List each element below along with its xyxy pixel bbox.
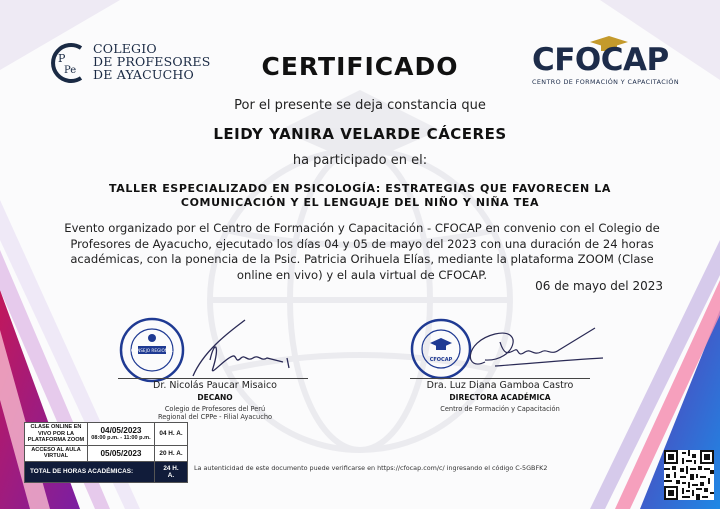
participated-text: ha participado en el: [292,153,428,168]
issue-date: 06 de mayo del 2023 [535,279,663,293]
course-title-line-1: TALLER ESPECIALIZADO EN PSICOLOGÍA: ESTRATEGIAS QUE FAVORECEN LA [109,182,611,195]
signature-2-line [410,378,590,379]
signatory-2-name: Dra. Luz Diana Gamboa Castro [426,380,574,391]
svg-text:Pe: Pe [64,65,77,76]
row-1-time: 08:00 p.m. - 11:00 p.m. [91,435,151,442]
course-title-line-2: COMUNICACIÓN Y EL LENGUAJE DEL NIÑO Y NIÑA TEA [180,196,540,209]
table-row [25,445,188,461]
signatory-2-org-line-1: Centro de Formación y Capacitación [440,405,560,413]
row-2-date: 05/05/2023 [100,448,142,458]
row-1-date: 04/05/2023 [100,426,142,436]
signatory-1-org-line-2: Regional del CPPe - Filial Ayacucho [157,413,273,421]
cppe-name-line-1: COLEGIO [93,41,157,56]
total-label: TOTAL DE HORAS ACADÉMICAS: [25,461,155,482]
total-hours: 24 H. A. [155,461,188,482]
course-title [0,182,720,210]
row-2-hours: 20 H. A. [155,445,188,461]
signature-2-scribble [455,322,605,378]
signatory-1-org [115,405,315,421]
signature-1-scribble [175,318,305,380]
row-2-date-cell [88,445,155,461]
signatory-2-role: DIRECTORA ACADÉMICA [449,393,551,402]
recipient-name: LEIDY YANIRA VELARDE CÁCERES [213,125,507,143]
cfocap-brand: CFOCAP [532,42,669,78]
certificate-title: CERTIFICADO [261,52,459,81]
signature-2 [400,380,600,413]
signature-1-line [118,378,308,379]
signatory-1-role: DECANO [197,393,233,402]
cppe-name-line-2: DE PROFESORES [93,54,211,69]
signatory-1-org-line-1: Colegio de Profesores del Perú [164,405,266,413]
event-description: Evento organizado por el Centro de Formación y Capacitación - CFOCAP en convenio con el Colegio de Profesores de Ayacucho, ejecutado los días 04 y 05 de mayo del 2023 con una duración de 24 horas académicas, con la ponencia de la Psic. Patricia Orihuela Elías, mediante la plataforma ZOOM (Clase online en vivo) y el aula virtual de CFOCAP. [64,221,660,282]
row-1-hours: 04 H. A. [155,423,188,446]
signature-1 [115,380,315,421]
row-1-label: CLASE ONLINE EN VIVO POR LA PLATAFORMA ZOOM [25,423,88,446]
row-2-label: ACCESO AL AULA VIRTUAL [25,445,88,461]
row-1-date-cell [88,423,155,446]
total-row [25,461,188,482]
table-row [25,423,188,446]
signatory-2-org [400,405,600,413]
svg-text:CFOCAP: CFOCAP [429,357,453,363]
cfocap-subtitle: CENTRO DE FORMACIÓN Y CAPACITACIÓN [532,78,680,86]
cfocap-logo [528,38,688,88]
svg-text:P: P [58,52,66,65]
signatory-1-name: Dr. Nicolás Paucar Misaico [153,380,277,391]
verification-note: La autenticidad de este documento puede verificarse en https://cfocap.com/c/ ingresando el código C-5GBFK2 [194,464,548,472]
qr-code-icon[interactable] [664,450,714,500]
hours-table [24,422,188,483]
intro-text: Por el presente se deja constancia que [234,98,486,113]
cppe-name-line-3: DE AYACUCHO [93,67,194,82]
svg-text:CONSEJO REGIONAL: CONSEJO REGIONAL [130,348,174,353]
